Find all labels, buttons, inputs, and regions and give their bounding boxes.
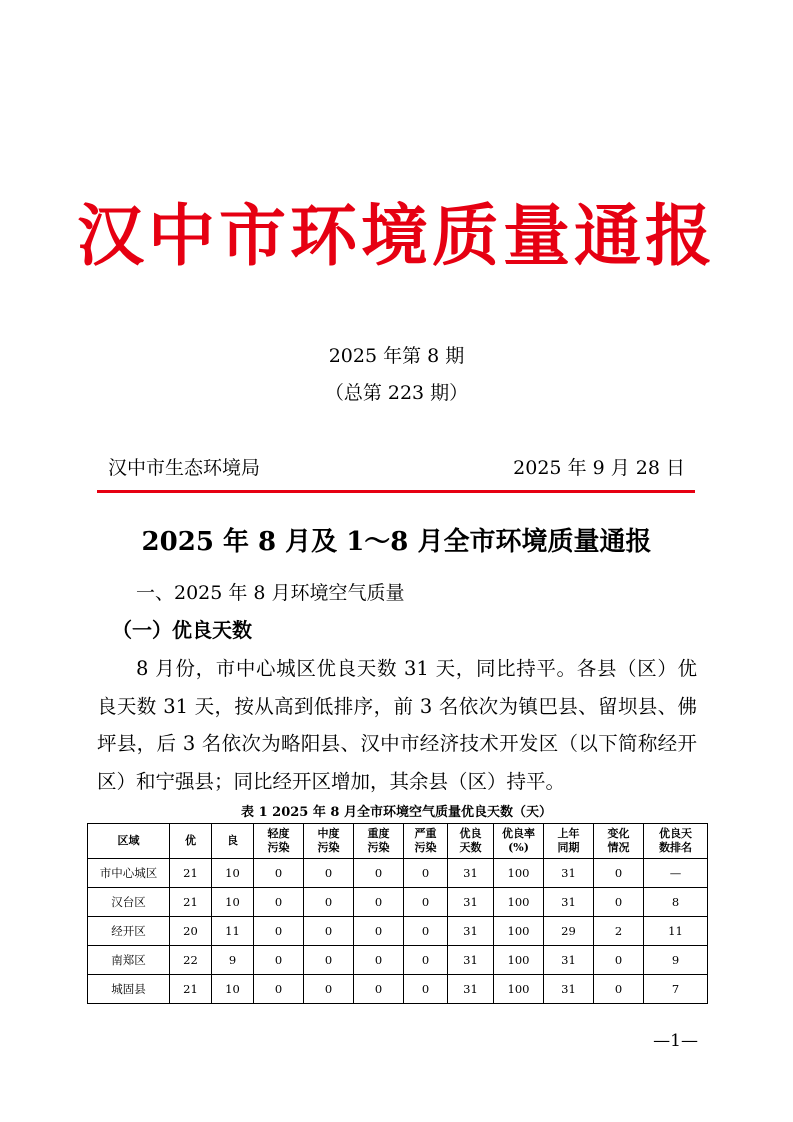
header-text: 天数 bbox=[459, 841, 482, 854]
table-header-cell bbox=[254, 824, 304, 859]
value-cell: 0 bbox=[304, 859, 354, 888]
header-text: 变化 bbox=[607, 827, 630, 840]
value-cell: 0 bbox=[354, 975, 404, 1004]
header-text: 良 bbox=[227, 834, 238, 847]
header-text: 同期 bbox=[557, 841, 580, 854]
header-text: (%) bbox=[508, 841, 529, 854]
value-cell: 8 bbox=[644, 888, 708, 917]
value-cell: 0 bbox=[354, 859, 404, 888]
value-cell: 0 bbox=[594, 888, 644, 917]
value-cell: 7 bbox=[644, 975, 708, 1004]
region-cell: 南郑区 bbox=[88, 946, 170, 975]
header-text: 污染 bbox=[414, 841, 437, 854]
value-cell: 0 bbox=[254, 946, 304, 975]
value-cell: 0 bbox=[254, 888, 304, 917]
value-cell: 11 bbox=[644, 917, 708, 946]
table-header-cell bbox=[544, 824, 594, 859]
value-cell: 10 bbox=[212, 975, 254, 1004]
header-text: 污染 bbox=[267, 841, 290, 854]
value-cell: 11 bbox=[212, 917, 254, 946]
header-text: 重度 bbox=[367, 827, 390, 840]
value-cell: 100 bbox=[494, 946, 544, 975]
value-cell: 22 bbox=[170, 946, 212, 975]
issue-number: 2025 年第 8 期 bbox=[328, 345, 465, 367]
value-cell: 21 bbox=[170, 975, 212, 1004]
table-header-cell bbox=[494, 824, 544, 859]
header-text: 优 bbox=[185, 834, 196, 847]
table-row bbox=[88, 946, 708, 975]
table-row bbox=[88, 917, 708, 946]
table-header-row bbox=[88, 824, 708, 859]
table-header-cell bbox=[448, 824, 494, 859]
table-header-cell bbox=[304, 824, 354, 859]
value-cell: 21 bbox=[170, 859, 212, 888]
header-text: 轻度 bbox=[267, 827, 290, 840]
region-cell: 经开区 bbox=[88, 917, 170, 946]
value-cell: 29 bbox=[544, 917, 594, 946]
value-cell: 0 bbox=[254, 975, 304, 1004]
table-header-cell bbox=[644, 824, 708, 859]
value-cell: 0 bbox=[304, 888, 354, 917]
value-cell: 31 bbox=[448, 888, 494, 917]
header-text: 严重 bbox=[414, 827, 437, 840]
header-text: 污染 bbox=[317, 841, 340, 854]
table-header-cell bbox=[212, 824, 254, 859]
value-cell: 31 bbox=[448, 975, 494, 1004]
header-text: 情况 bbox=[607, 841, 630, 854]
table-row bbox=[88, 859, 708, 888]
value-cell: 100 bbox=[494, 859, 544, 888]
value-cell: 9 bbox=[644, 946, 708, 975]
table-header-cell bbox=[404, 824, 448, 859]
page-number: —1— bbox=[653, 1031, 698, 1051]
header-text: 优良率 bbox=[502, 827, 535, 840]
value-cell: 0 bbox=[404, 946, 448, 975]
value-cell: 0 bbox=[594, 946, 644, 975]
header-text: 上年 bbox=[557, 827, 580, 840]
value-cell: 0 bbox=[304, 946, 354, 975]
section-heading-1: 一、2025 年 8 月环境空气质量 bbox=[136, 582, 405, 604]
header-text: 优良 bbox=[459, 827, 482, 840]
value-cell: 31 bbox=[448, 859, 494, 888]
value-cell: 10 bbox=[212, 888, 254, 917]
table-header-cell bbox=[88, 824, 170, 859]
table-body bbox=[88, 859, 708, 1004]
table-header-cell bbox=[170, 824, 212, 859]
value-cell: 0 bbox=[404, 888, 448, 917]
header-text: 污染 bbox=[367, 841, 390, 854]
header-text: 数排名 bbox=[659, 841, 692, 854]
value-cell: 0 bbox=[404, 917, 448, 946]
value-cell: 0 bbox=[254, 859, 304, 888]
value-cell: 100 bbox=[494, 888, 544, 917]
table-caption: 表 1 2025 年 8 月全市环境空气质量优良天数（天） bbox=[241, 805, 552, 820]
subsection-heading: （一）优良天数 bbox=[112, 618, 252, 642]
value-cell: 10 bbox=[212, 859, 254, 888]
value-cell: 0 bbox=[354, 946, 404, 975]
value-cell: 0 bbox=[404, 975, 448, 1004]
value-cell: 9 bbox=[212, 946, 254, 975]
value-cell: 2 bbox=[594, 917, 644, 946]
red-divider bbox=[97, 490, 695, 493]
value-cell: 31 bbox=[544, 946, 594, 975]
masthead-title: 汉中市环境质量通报 bbox=[77, 196, 716, 275]
value-cell: 0 bbox=[354, 917, 404, 946]
value-cell: 31 bbox=[544, 888, 594, 917]
document-title: 2025 年 8 月及 1～8 月全市环境质量通报 bbox=[141, 527, 652, 557]
issue-date: 2025 年 9 月 28 日 bbox=[513, 457, 685, 479]
value-cell: 31 bbox=[448, 946, 494, 975]
header-text: 中度 bbox=[317, 827, 340, 840]
table-header-cell bbox=[354, 824, 404, 859]
total-issue-number: （总第 223 期） bbox=[324, 382, 469, 404]
header-text: 优良天 bbox=[659, 827, 692, 840]
air-quality-table bbox=[87, 823, 708, 1004]
region-cell: 市中心城区 bbox=[88, 859, 170, 888]
issuing-authority: 汉中市生态环境局 bbox=[108, 457, 261, 479]
value-cell: 21 bbox=[170, 888, 212, 917]
table-header-cell bbox=[594, 824, 644, 859]
value-cell: 0 bbox=[304, 917, 354, 946]
header-text: 区域 bbox=[117, 834, 140, 847]
value-cell: 20 bbox=[170, 917, 212, 946]
value-cell: 31 bbox=[448, 917, 494, 946]
value-cell: 100 bbox=[494, 975, 544, 1004]
value-cell: 0 bbox=[594, 859, 644, 888]
value-cell: 31 bbox=[544, 859, 594, 888]
value-cell: 0 bbox=[254, 917, 304, 946]
value-cell: — bbox=[644, 859, 708, 888]
value-cell: 100 bbox=[494, 917, 544, 946]
value-cell: 0 bbox=[404, 859, 448, 888]
table-row bbox=[88, 975, 708, 1004]
value-cell: 0 bbox=[304, 975, 354, 1004]
value-cell: 0 bbox=[354, 888, 404, 917]
body-paragraph: 8 月份，市中心城区优良天数 31 天，同比持平。各县（区）优良天数 31 天，按从高到低排序，前 3 名依次为镇巴县、留坝县、佛坪县，后 3 名依次为略阳县、汉中市经济技术开发区（以下简称经开区）和宁强县；同比经开区增加，其余县（区）持平。 bbox=[97, 657, 697, 793]
region-cell: 汉台区 bbox=[88, 888, 170, 917]
value-cell: 0 bbox=[594, 975, 644, 1004]
table-row bbox=[88, 888, 708, 917]
value-cell: 31 bbox=[544, 975, 594, 1004]
region-cell: 城固县 bbox=[88, 975, 170, 1004]
